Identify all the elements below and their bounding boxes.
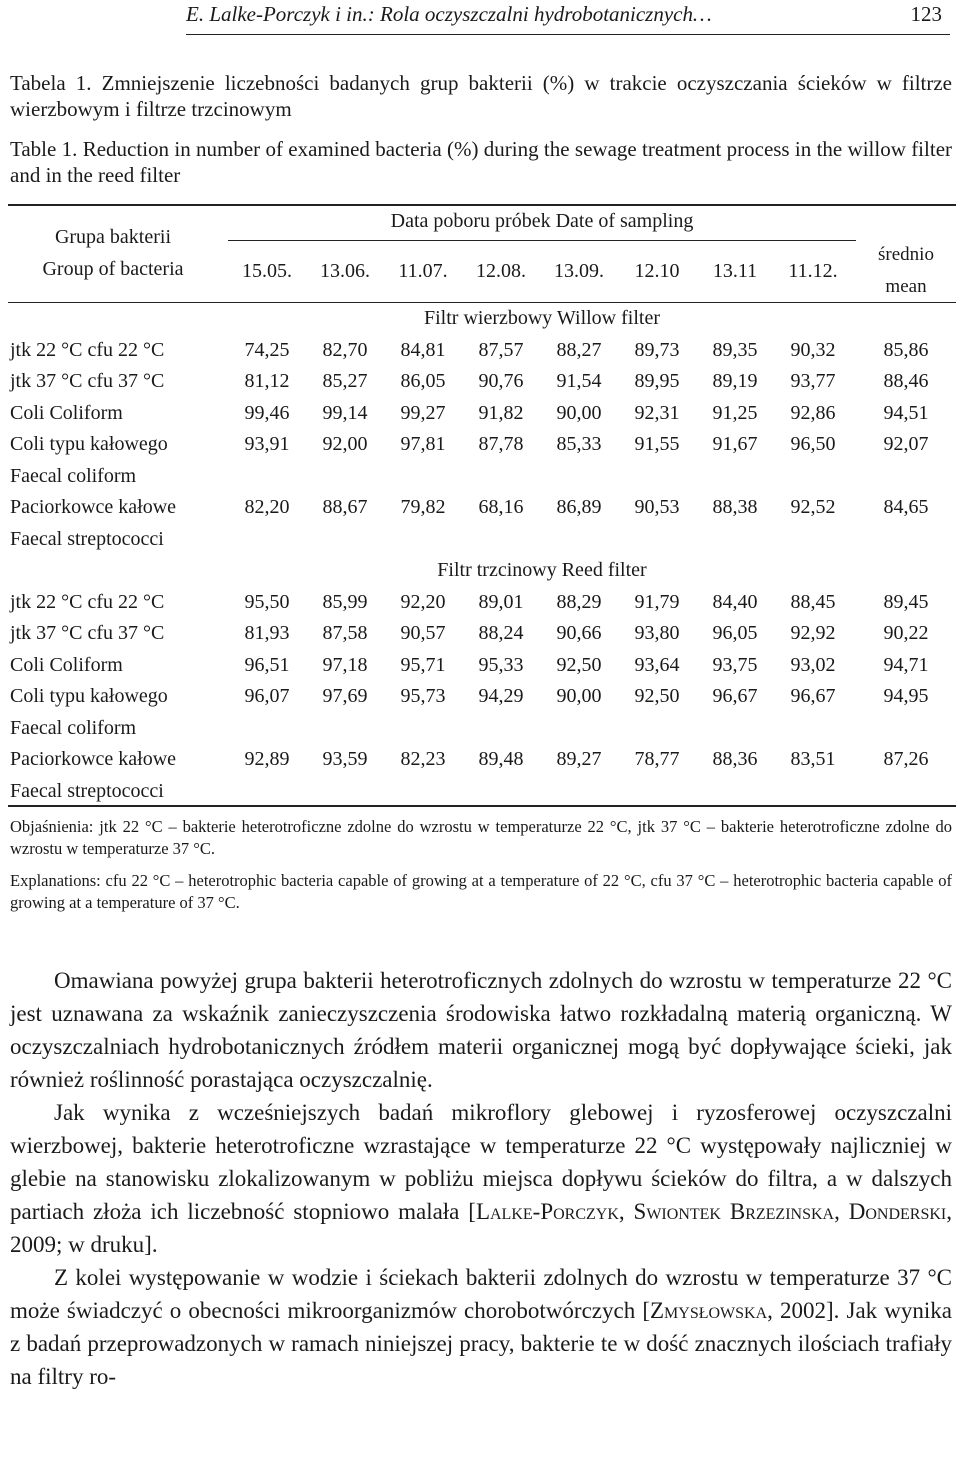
row-label-en: Faecal streptococci xyxy=(10,527,164,550)
table-cell: 93,75 xyxy=(712,653,758,676)
row-label: Coli Coliform xyxy=(10,653,123,676)
table-rule xyxy=(228,240,856,241)
table-cell: 82,70 xyxy=(322,338,368,361)
table-cell: 90,32 xyxy=(790,338,836,361)
table-cell: 92,00 xyxy=(322,433,368,455)
table-cell: 95,33 xyxy=(478,653,524,676)
table-cell: 93,77 xyxy=(790,370,836,392)
table-cell: 92,50 xyxy=(634,685,680,707)
citation-1: Lalke-Porczyk, Swiontek Brzezinska, Donderski xyxy=(475,1199,947,1224)
row-label: Paciorkowce kałowe xyxy=(10,748,177,770)
row-label: jtk 22 °C cfu 22 °C xyxy=(10,338,165,361)
table-cell: 85,99 xyxy=(322,590,368,613)
table-cell: 88,38 xyxy=(712,496,758,518)
table-cell: 99,27 xyxy=(400,401,446,424)
table-cell: 89,48 xyxy=(478,748,524,770)
caption-en-label: Table 1. xyxy=(10,137,78,161)
row-label-en: Faecal coliform xyxy=(10,716,137,739)
caption-en-text: Reduction in number of examined bacteria (%) during the sewage treatment process in the willow filter and in the reed filter xyxy=(10,137,953,187)
table-cell: 94,95 xyxy=(883,685,929,707)
paragraph-1: Omawiana powyżej grupa bakterii heterotroficznych zdolnych do wzrostu w temperaturze 22 °C jest uznawana za wskaźnik zanieczyszczenia środowiska łatwo rozkładalną materią organiczną. W oczyszczalniach hydrobotanicznych źródłem materii organicznej mogą być dopływające ścieki, jak również roślinność porastająca oczyszczalnię. xyxy=(10,968,952,1092)
table-cell: 87,78 xyxy=(478,433,524,455)
table-cell: 94,29 xyxy=(478,685,524,707)
table-rule xyxy=(8,805,956,807)
table-cell: 93,80 xyxy=(634,622,680,644)
citation-2: Zmysłowska xyxy=(649,1298,768,1323)
date-column-header: 13.11 xyxy=(712,260,758,282)
table-cell: 92,07 xyxy=(883,433,929,455)
caption-pl-label: Tabela 1. xyxy=(10,71,92,95)
row-label-en: Faecal streptococci xyxy=(10,779,164,802)
table-cell: 86,89 xyxy=(556,496,602,518)
table-cell: 84,65 xyxy=(883,496,929,518)
row-label: Coli Coliform xyxy=(10,401,123,424)
table-cell: 79,82 xyxy=(400,496,446,518)
table-cell: 96,67 xyxy=(790,685,836,707)
table-cell: 85,86 xyxy=(883,338,929,361)
table-cell: 92,92 xyxy=(790,622,836,644)
paragraph-3: Z kolei występowanie w wodzie i ściekach bakterii zdolnych do wzrostu w temperaturze 37 °C może świadczyć o obecności mikroorganizmów chorobotwórczych [Zmysłowska, 2002]. Jak wynika z badań przeprowadzonych w ramach niniejszej pracy, bakterie te w dość znacznych ilościach trafiały na filtry ro- xyxy=(10,1265,952,1389)
row-label: jtk 37 °C cfu 37 °C xyxy=(10,370,165,392)
caption-pl-text: Zmniejszenie liczebności badanych grup bakterii (%) w trakcie oczyszczania ścieków w filtrze wierzbowym i filtrze trzcinowym xyxy=(10,71,953,121)
date-column-header: 12.10 xyxy=(634,260,680,282)
table-notes-pl: Objaśnienia: jtk 22 °C – bakterie heterotroficzne zdolne do wzrostu w temperaturze 22 °C, jtk 37 °C – bakterie heterotroficzne zdolne do wzrostu w temperaturze 37 °C. xyxy=(10,817,952,858)
date-header: Data poboru próbek Date of sampling xyxy=(390,210,694,232)
table-cell: 92,89 xyxy=(244,748,290,770)
table-cell: 87,26 xyxy=(883,748,929,770)
table-cell: 92,86 xyxy=(790,401,836,424)
table-cell: 91,25 xyxy=(712,401,758,424)
table-cell: 81,93 xyxy=(244,622,290,644)
running-header xyxy=(186,0,950,35)
date-column-header: 12.08. xyxy=(476,260,526,282)
table-cell: 84,81 xyxy=(400,338,446,361)
table-cell: 97,69 xyxy=(322,685,368,707)
table-cell: 93,64 xyxy=(634,653,680,676)
table-cell: 90,76 xyxy=(478,370,524,392)
paragraph-2: Jak wynika z wcześniejszych badań mikroflory glebowej i ryzosferowej oczyszczalni wierzbowej, bakterie heterotroficzne wzrastające w temperaturze 22 °C występowały najliczniej w glebie na stanowisku zlokalizowanym w pobliżu miejsca dopływu ścieków do filtra, a w dalszych partiach złoża ich liczebność stopniowo malała [Lalke-Porczyk, Swiontek Brzezinska, Donderski, 2009; w druku]. xyxy=(10,1100,953,1257)
date-column-header: 13.06. xyxy=(320,260,370,282)
table-cell: 91,55 xyxy=(634,433,680,455)
body-text xyxy=(10,964,952,1393)
table-cell: 94,71 xyxy=(883,653,929,676)
table-cell: 85,33 xyxy=(556,433,602,455)
table-cell: 81,12 xyxy=(244,370,290,392)
table-cell: 88,24 xyxy=(478,622,524,644)
date-column-header: 11.12. xyxy=(788,260,838,282)
table-cell: 99,46 xyxy=(244,401,290,424)
row-label: Paciorkowce kałowe xyxy=(10,496,177,518)
table-cell: 96,07 xyxy=(244,685,290,707)
table-cell: 92,20 xyxy=(400,590,446,613)
table-cell: 88,29 xyxy=(556,590,602,613)
table-cell: 82,20 xyxy=(244,496,290,518)
table-cell: 89,73 xyxy=(634,338,680,361)
table-cell: 94,51 xyxy=(883,401,929,424)
date-column-header: 15.05. xyxy=(242,260,292,282)
table-cell: 96,05 xyxy=(712,622,758,644)
table-rule xyxy=(8,302,956,303)
table-cell: 88,46 xyxy=(883,370,929,392)
table-cell: 91,82 xyxy=(478,401,524,424)
table-cell: 87,57 xyxy=(478,338,524,361)
table-cell: 93,59 xyxy=(322,748,368,770)
table-cell: 84,40 xyxy=(712,590,758,613)
table-cell: 92,50 xyxy=(556,653,602,676)
row-label: jtk 37 °C cfu 37 °C xyxy=(10,622,165,644)
table-cell: 95,50 xyxy=(244,590,290,613)
table-cell: 87,58 xyxy=(322,622,368,644)
table-cell: 82,23 xyxy=(400,748,446,770)
table-cell: 90,66 xyxy=(556,622,602,644)
table-cell: 92,31 xyxy=(634,401,680,424)
table-cell: 90,00 xyxy=(556,401,602,424)
table-caption-en xyxy=(10,136,952,188)
table-cell: 96,67 xyxy=(712,685,758,707)
row-label-en: Faecal coliform xyxy=(10,464,137,487)
table-cell: 92,52 xyxy=(790,496,836,518)
table-cell: 85,27 xyxy=(322,370,368,392)
table-cell: 89,19 xyxy=(712,370,758,392)
table-cell: 89,95 xyxy=(634,370,680,392)
table-cell: 78,77 xyxy=(634,748,680,770)
table-cell: 90,53 xyxy=(634,496,680,518)
table-cell: 95,71 xyxy=(400,653,446,676)
table-cell: 86,05 xyxy=(400,370,446,392)
table-cell: 99,14 xyxy=(322,401,368,424)
table-cell: 96,51 xyxy=(244,653,290,676)
row-label: Coli typu kałowego xyxy=(10,433,168,455)
table-cell: 95,73 xyxy=(400,685,446,707)
table-cell: 90,57 xyxy=(400,622,446,644)
table-cell: 88,36 xyxy=(712,748,758,770)
row-label: Coli typu kałowego xyxy=(10,685,168,707)
group-header-en: Group of bacteria xyxy=(42,258,184,280)
table-cell: 93,02 xyxy=(790,653,836,676)
page-number: 123 xyxy=(910,2,942,26)
mean-header-pl: średnio xyxy=(878,244,934,265)
row-label: jtk 22 °C cfu 22 °C xyxy=(10,590,165,613)
table-cell: 88,67 xyxy=(322,496,368,518)
mean-header-en: mean xyxy=(885,276,927,297)
table-cell: 96,50 xyxy=(790,433,836,455)
table-cell: 89,45 xyxy=(883,590,929,613)
table-cell: 93,91 xyxy=(244,433,290,455)
date-column-header: 11.07. xyxy=(398,260,448,282)
table-cell: 89,01 xyxy=(478,590,524,613)
table-notes-en: Explanations: cfu 22 °C – heterotrophic bacteria capable of growing at a temperature of 22 °C, cfu 37 °C – heterotrophic bacteria capable of growing at a temperature of 37 °C. xyxy=(10,871,952,912)
table-cell: 74,25 xyxy=(244,338,290,361)
table-cell: 83,51 xyxy=(790,748,836,770)
table-cell: 91,54 xyxy=(556,370,602,392)
section-title: Filtr wierzbowy Willow filter xyxy=(423,307,660,329)
table-cell: 97,81 xyxy=(400,433,446,455)
table-cell: 90,22 xyxy=(883,622,929,644)
table-rule xyxy=(8,204,956,206)
table-cell: 97,18 xyxy=(322,653,368,676)
running-title: E. Lalke-Porczyk i in.: Rola oczyszczalni hydrobotanicznych… xyxy=(186,2,712,26)
table-cell: 91,79 xyxy=(634,590,680,613)
table-cell: 90,00 xyxy=(556,685,602,707)
table-cell: 91,67 xyxy=(712,433,758,455)
group-header-pl: Grupa bakterii xyxy=(54,226,172,248)
section-title: Filtr trzcinowy Reed filter xyxy=(437,559,647,581)
table-cell: 89,35 xyxy=(712,338,758,361)
table-cell: 89,27 xyxy=(556,748,602,770)
table-cell: 88,27 xyxy=(556,338,602,361)
date-column-header: 13.09. xyxy=(554,260,604,282)
table-caption-pl xyxy=(10,70,952,122)
table-cell: 68,16 xyxy=(478,496,524,518)
table-cell: 88,45 xyxy=(790,590,836,613)
